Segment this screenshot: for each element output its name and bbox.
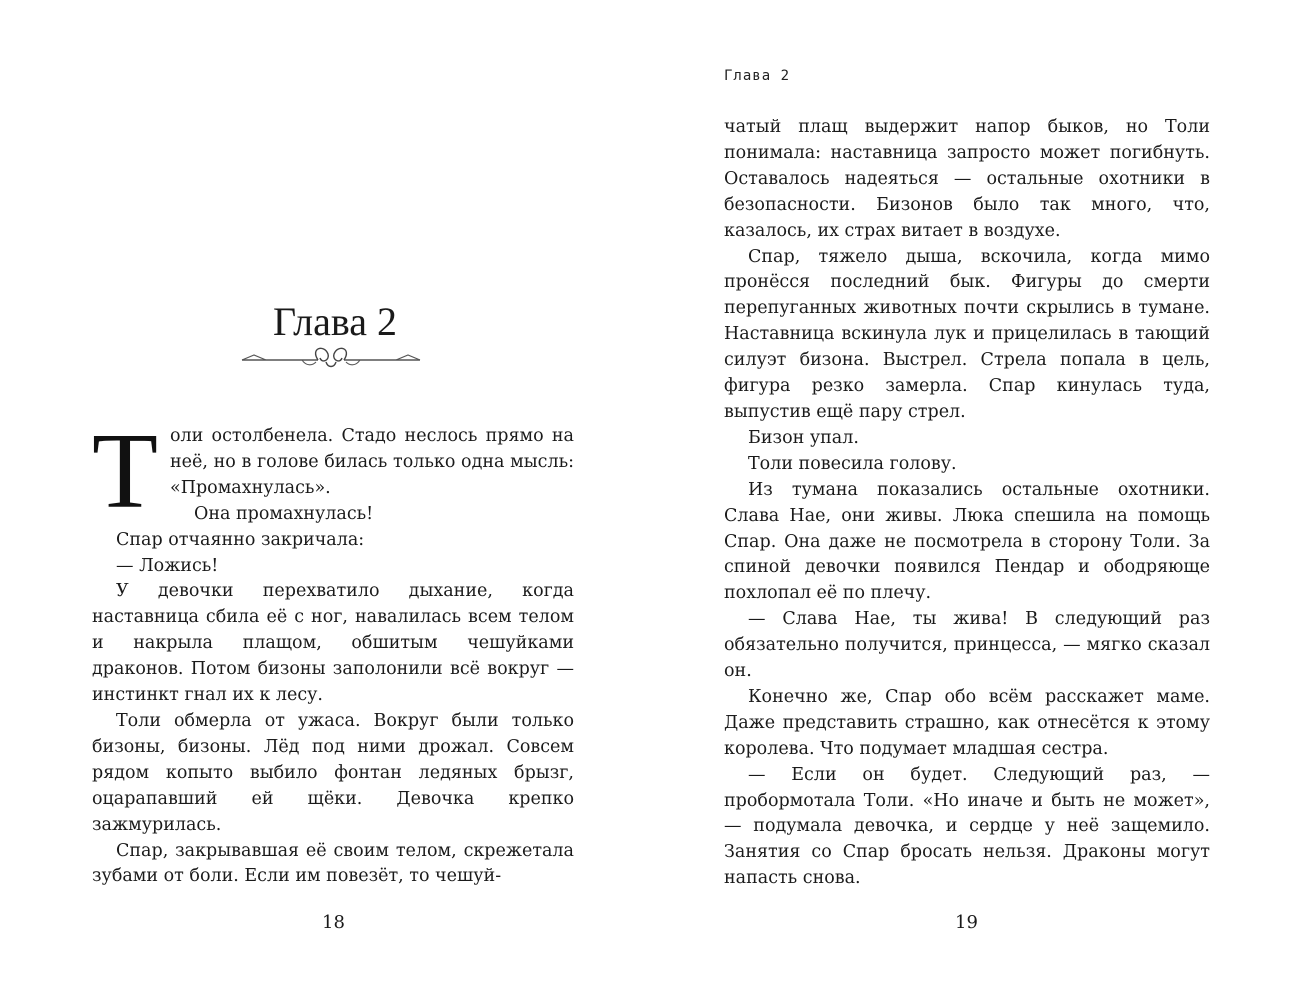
right-page-text xyxy=(724,115,1210,892)
paragraph: — Слава Нае, ты жива! В следующий раз обязательно получится, принцесса, — мягко сказал он. xyxy=(724,609,1210,682)
drop-cap: Т xyxy=(92,412,158,531)
paragraph: Спар, тяжело дыша, вскочила, когда мимо пронёсся последний бык. Фигуры до смерти перепуганных животных почти скрылись в тумане. Наставница вскинула лук и прицелилась в тающий силуэт бизона. Выстрел. Стрела попала в цель, фигура резко замерла. Спар кинулась туда, выпустив ещё пару стрел. xyxy=(724,246,1210,422)
left-page-text xyxy=(92,412,574,890)
paragraph: Спар отчаянно закричала: xyxy=(116,529,365,550)
chapter-title: Глава 2 xyxy=(273,299,397,344)
opening-paragraph-text: оли остолбенела. Стадо неслось прямо на неё, но в голове билась только одна мысль: «Промахнулась». xyxy=(169,426,574,498)
paragraph: Бизон упал. xyxy=(748,427,859,448)
paragraph: Толи обмерла от ужаса. Вокруг были только бизоны, бизоны. Лёд под ними дрожал. Совсем рядом копыто выбило фонтан ледяных брызг, оцарапавший ей щёки. Девочка крепко зажмурилась. xyxy=(92,710,574,835)
paragraph: Конечно же, Спар обо всём расскажет маме. Даже представить страшно, как отнесётся к этому королева. Что подумает младшая сестра. xyxy=(724,686,1210,759)
page-number: 19 xyxy=(955,912,978,933)
paragraph: Толи повесила голову. xyxy=(748,453,957,474)
paragraph: — Ложись! xyxy=(116,555,219,576)
running-head: Глава 2 xyxy=(724,68,791,84)
paragraph: Спар, закрывавшая её своим телом, скрежетала зубами от боли. Если им повезёт, то чешуй- xyxy=(92,840,574,887)
right-page xyxy=(650,0,1300,999)
paragraph: Из тумана показались остальные охотники. Слава Нае, они живы. Люка спешила на помощь Спар. Она даже не посмотрела в сторону Толи. За спиной девочки появился Пендар и ободряюще похлопал её по плечу. xyxy=(724,479,1210,604)
paragraph: Она промахнулась! xyxy=(193,503,374,524)
page-number: 18 xyxy=(322,912,345,933)
paragraph: — Если он будет. Следующий раз, — пробормотала Толи. «Но иначе и быть не может», — подумала девочка, и сердце у неё защемило. Занятия со Спар бросать нельзя. Драконы могут напасть снова. xyxy=(724,764,1210,889)
paragraph: У девочки перехватило дыхание, когда наставница сбила её с ног, навалилась всем телом и накрыла плащом, обшитым чешуйками драконов. Потом бизоны заполонили всё вокруг — инстинкт гнал их к лесу. xyxy=(92,581,574,706)
continuation-paragraph: чатый плащ выдержит напор быков, но Толи понимала: наставница запросто может погибнуть. Оставалось надеяться — остальные охотники в безопасности. Бизонов было так много, что, казалось, их страх витает в воздухе. xyxy=(724,117,1210,241)
chapter-ornament xyxy=(240,342,422,370)
